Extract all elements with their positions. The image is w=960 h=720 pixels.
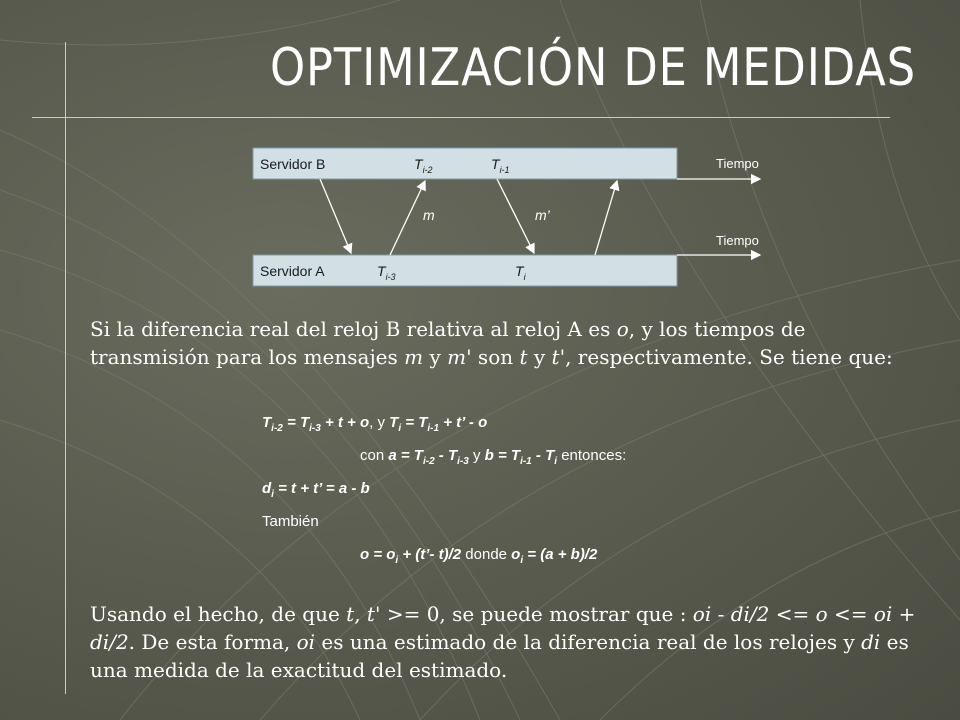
tambien-label: También (262, 513, 319, 530)
equation-2: con $a = T_{i-2} - T_{i-3}$ y $b = T_{i-1} - T_i$ entonces: (360, 447, 627, 467)
t-i3-label: $T_{i-3}$ (377, 263, 396, 282)
t-i1-label: $T_{i-1}$ (491, 156, 510, 175)
message-m-prime-label: m’ (535, 207, 550, 223)
server-b-label: Servidor B (260, 156, 326, 172)
tiempo-top-label: Tiempo (716, 156, 759, 171)
tiempo-bottom-label: Tiempo (716, 233, 759, 248)
message-m-arrow (390, 181, 425, 255)
equation-1: $T_{i-2} = T_{i-3} + t + o$, y $T_i = T_{i-1} + t$’ - o (262, 414, 488, 434)
message-arrow-4 (595, 181, 617, 255)
explanation-paragraph: Si la diferencia real del reloj B relativa al reloj A es o, y los tiempos de transmisión para los mensajes m y m' son t y t', respectivamente. Se tiene que: (90, 317, 893, 369)
message-m-label: m (423, 207, 435, 223)
t-i-label: $T_i$ (515, 263, 526, 282)
page-title: OPTIMIZACIÓN DE MEDIDAS (270, 38, 916, 98)
equation-3: $d_i = t + t$’ = a - b (262, 480, 370, 500)
server-a-label: Servidor A (260, 263, 325, 279)
equation-5: $o = o_i$ + (t’- t)/2 donde $o_i = (a + b)/2$ (360, 546, 598, 566)
conclusion-paragraph: Usando el hecho, de que t, t' >= 0, se puede mostrar que : oi - di/2 <= o <= oi + di/2. De esta forma, oi es una estimado de la diferencia real de los relojes y di es una medida de la exactitud del estimado. (90, 602, 916, 682)
message-m-prime-arrow (497, 179, 534, 253)
message-arrow-1 (320, 179, 351, 253)
t-i2-label: $T_{i-2}$ (414, 156, 433, 175)
